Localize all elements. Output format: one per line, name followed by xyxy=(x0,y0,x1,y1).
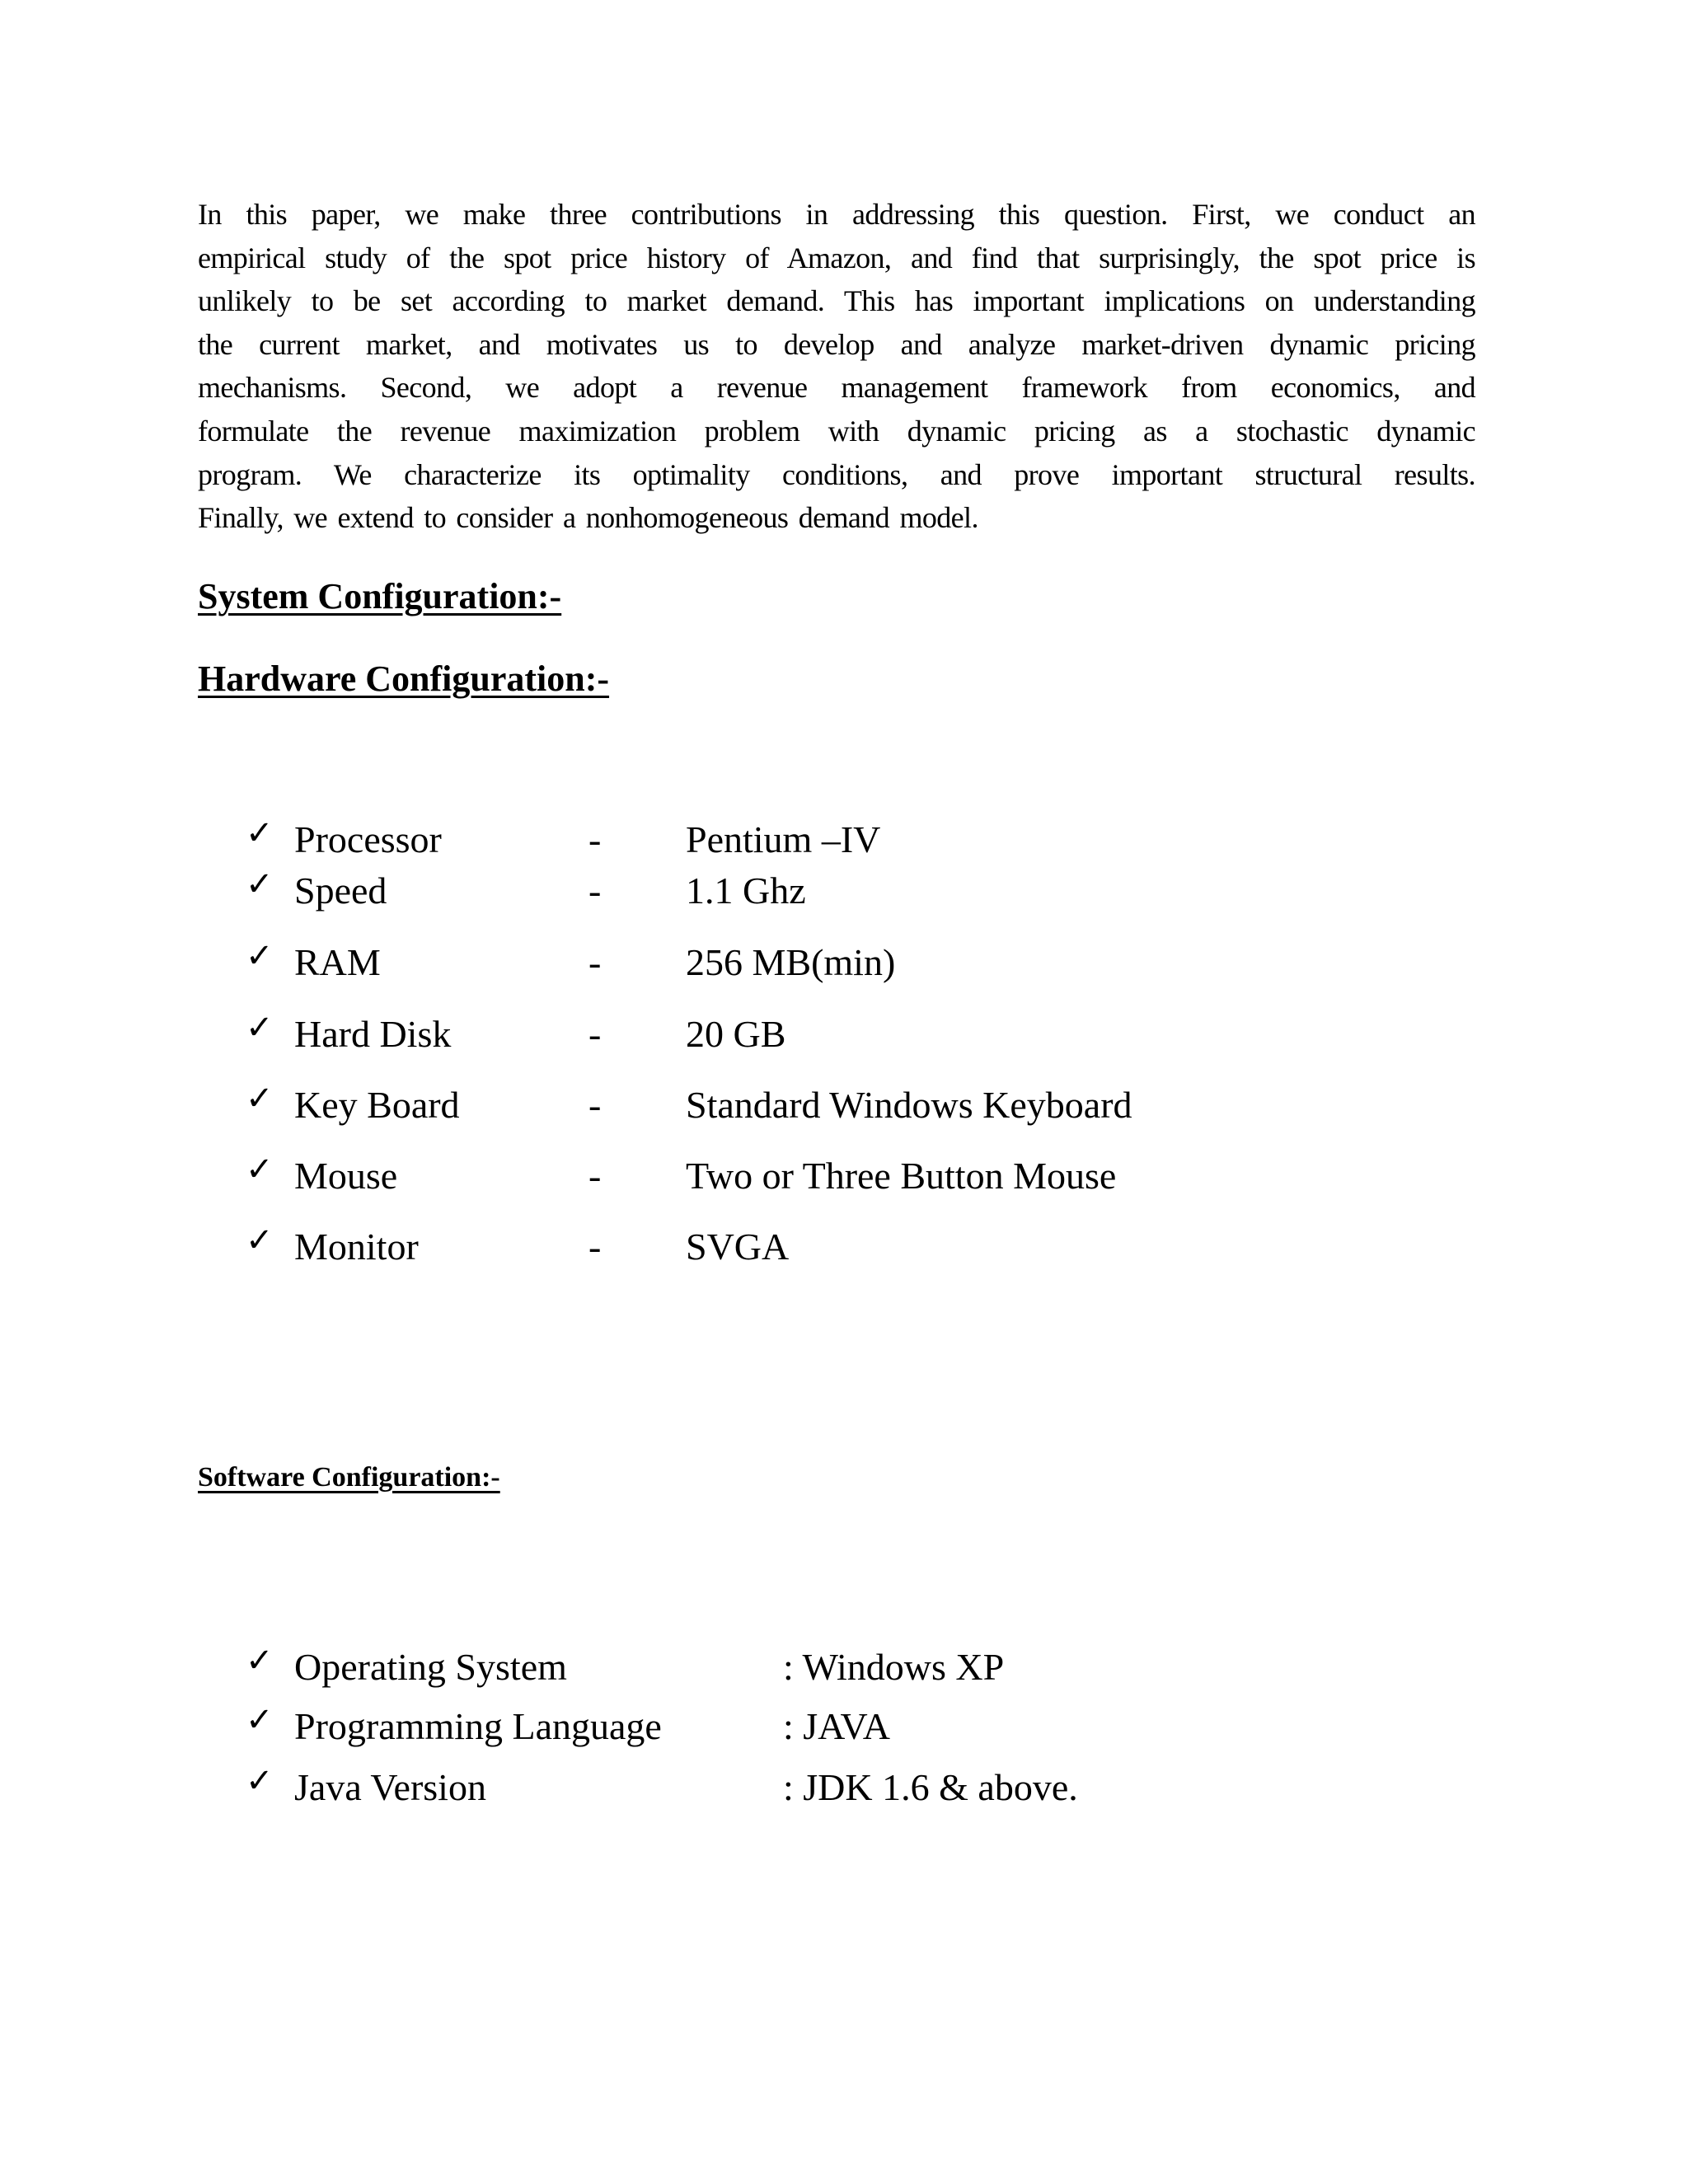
system-configuration-heading: System Configuration:- xyxy=(198,576,562,616)
spec-label: Key Board xyxy=(294,1084,460,1126)
spec-separator: - xyxy=(588,1226,602,1268)
software-item-java-version xyxy=(0,1762,1688,1815)
check-icon: ✓ xyxy=(246,937,274,975)
spec-separator: - xyxy=(588,941,602,983)
check-icon: ✓ xyxy=(246,1151,274,1188)
hardware-item-ram xyxy=(0,937,1688,990)
spec-label: Monitor xyxy=(294,1226,419,1268)
spec-label: Hard Disk xyxy=(294,1013,452,1055)
hardware-item-monitor xyxy=(0,1221,1688,1274)
check-icon: ✓ xyxy=(246,865,274,903)
intro-paragraph xyxy=(198,193,1475,540)
spec-separator: - xyxy=(588,1155,602,1197)
spec-label: RAM xyxy=(294,941,381,983)
check-icon: ✓ xyxy=(246,1221,274,1259)
software-configuration-heading: Software Configuration:- xyxy=(198,1462,500,1493)
hardware-item-mouse xyxy=(0,1151,1688,1203)
hardware-item-speed xyxy=(0,865,1688,918)
spec-value: : Windows XP xyxy=(783,1646,1005,1688)
hardware-item-key-board xyxy=(0,1080,1688,1132)
spec-separator: - xyxy=(588,818,602,860)
spec-separator: - xyxy=(588,1084,602,1126)
paragraph-line: program. We characterize its optimality conditions, and prove important structural results. xyxy=(198,457,1475,491)
hardware-configuration-heading: Hardware Configuration:- xyxy=(198,658,610,699)
paragraph-line: mechanisms. Second, we adopt a revenue management framework from economics, and xyxy=(198,371,1475,405)
paragraph-line: the current market, and motivates us to develop and analyze market-driven dynamic pricing xyxy=(198,327,1475,361)
paragraph-line: Finally, we extend to consider a nonhomogeneous demand model. xyxy=(198,501,978,535)
hardware-item-hard-disk xyxy=(0,1009,1688,1062)
spec-value: SVGA xyxy=(686,1226,790,1268)
spec-separator: - xyxy=(588,869,602,912)
check-icon: ✓ xyxy=(246,1701,274,1739)
spec-separator: - xyxy=(588,1013,602,1055)
check-icon: ✓ xyxy=(246,1009,274,1047)
spec-value: Two or Three Button Mouse xyxy=(686,1155,1117,1197)
spec-value: 20 GB xyxy=(686,1013,786,1055)
spec-label: Java Version xyxy=(294,1766,486,1808)
spec-label: Programming Language xyxy=(294,1705,662,1747)
paragraph-line: formulate the revenue maximization problem with dynamic pricing as a stochastic dynamic xyxy=(198,414,1475,448)
paragraph-line: In this paper, we make three contributions in addressing this question. First, we conduct an xyxy=(198,198,1475,231)
check-icon: ✓ xyxy=(246,1762,274,1800)
spec-label: Mouse xyxy=(294,1155,398,1197)
software-item-programming-language xyxy=(0,1701,1688,1754)
spec-value: : JAVA xyxy=(783,1705,890,1747)
spec-value: 1.1 Ghz xyxy=(686,869,806,912)
spec-value: : JDK 1.6 & above. xyxy=(783,1766,1078,1808)
check-icon: ✓ xyxy=(246,814,274,852)
hardware-item-processor xyxy=(0,814,1688,867)
spec-label: Speed xyxy=(294,869,387,912)
spec-value: 256 MB(min) xyxy=(686,941,896,983)
paragraph-line: unlikely to be set according to market demand. This has important implications on understanding xyxy=(198,284,1475,318)
spec-value: Pentium –IV xyxy=(686,818,881,860)
spec-label: Operating System xyxy=(294,1646,567,1688)
spec-value: Standard Windows Keyboard xyxy=(686,1084,1132,1126)
software-item-operating-system xyxy=(0,1642,1688,1694)
paragraph-line: empirical study of the spot price history of Amazon, and find that surprisingly, the spot price is xyxy=(198,241,1475,274)
spec-label: Processor xyxy=(294,818,442,860)
check-icon: ✓ xyxy=(246,1080,274,1118)
check-icon: ✓ xyxy=(246,1642,274,1680)
